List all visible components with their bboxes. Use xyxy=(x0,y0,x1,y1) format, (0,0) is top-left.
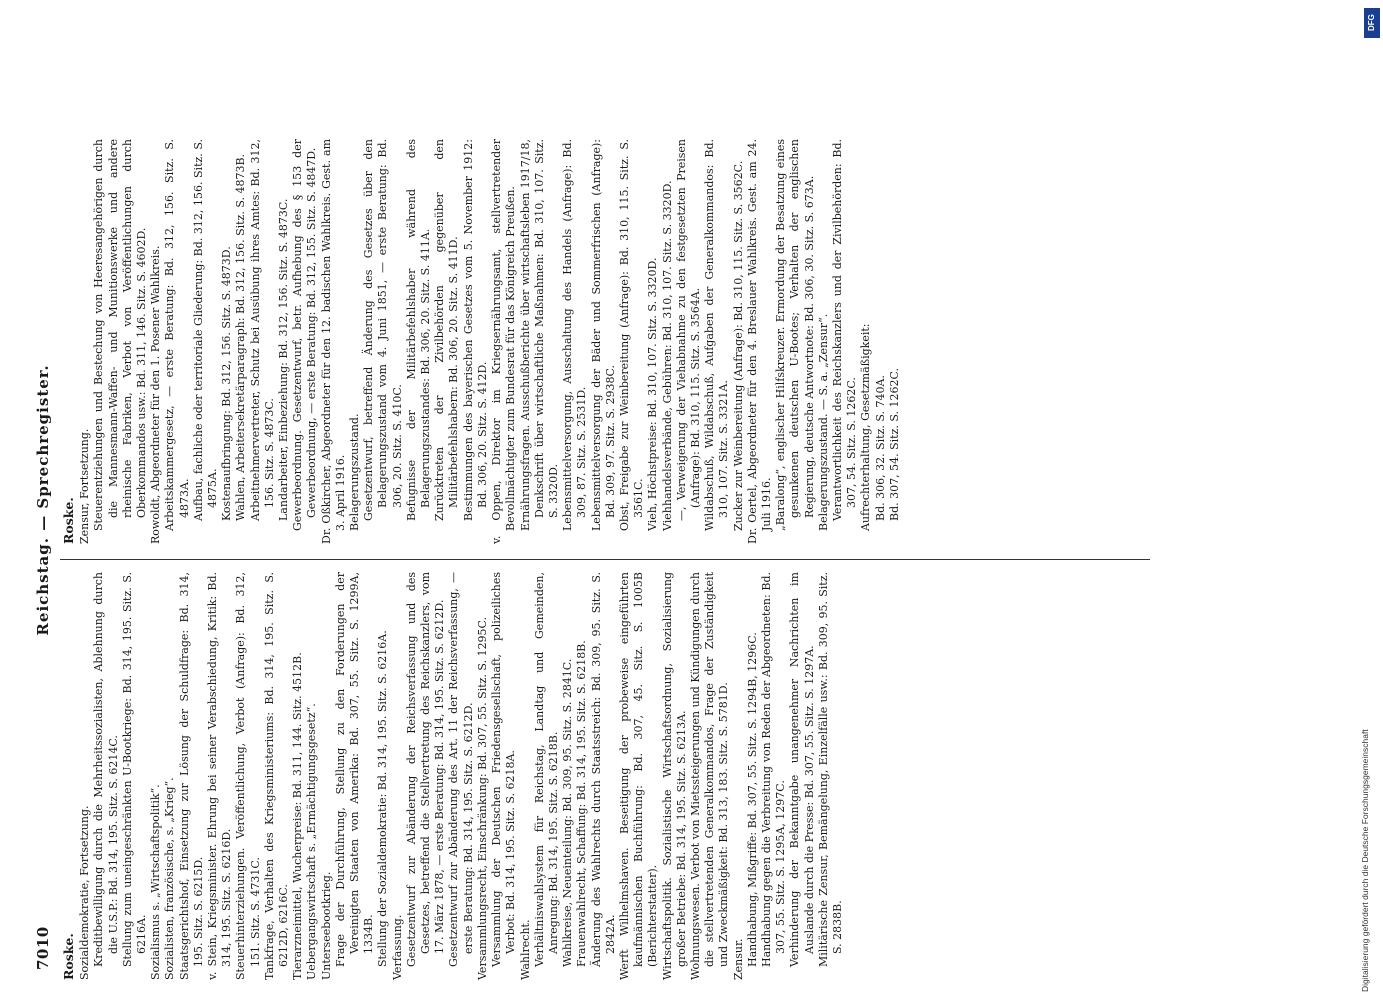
index-entry: Arbeitnehmervertreter, Schutz bei Ausübung ihres Amtes: Bd. 312, 156. Sitz. S. 4873C. xyxy=(248,139,276,521)
index-entry: Zurücktreten der Zivilbehörden gegenüber den Militärbefehlshabern: Bd. 306, 20. Sitz. S. 411D. xyxy=(433,139,461,521)
index-entry: Lebensmittelversorgung der Bäder und Sommerfrischen (Anfrage): Bd. 309, 97. Sitz. S. 2938C. xyxy=(589,139,617,531)
index-entry: Wahlkreise, Neueinteilung: Bd. 309, 95. Sitz. S. 2841C. xyxy=(561,658,575,967)
entry-list xyxy=(78,139,902,544)
index-entry: Wohnungswesen. Verbot von Mietssteigerungen und Kündigungen durch die stellvertretenden Generalkommandos, Frage der Zuständigkeit und Zweckmäßigkeit: Bd. 313, 183. Sitz. S. 5781D. xyxy=(688,571,731,980)
index-entry: v. Oppen, Direktor im Kriegsernährungsamt, stellvertretender Bevollmächtigter zum Bundesrat für das Königreich Preußen. xyxy=(490,139,518,544)
index-entry: Belagerungszustand. xyxy=(348,413,362,531)
index-entry: Verhältniswahlsystem für Reichstag, Landtag und Gemeinden, Anregung: Bd. 314, 195. Sitz. S. 6218B. xyxy=(532,572,560,967)
index-entry: Arbeitskammergesetz, — erste Beratung: Bd. 312, 156. Sitz. S. 4873A. xyxy=(163,139,191,531)
index-entry: Aufbau, fachliche oder territoriale Gliederung: Bd. 312, 156. Sitz. S. 4875A. xyxy=(191,139,220,521)
index-entry: Sozialismus s. „Wirtschaftspolitik“. xyxy=(149,784,163,980)
column-name: Roske. xyxy=(61,933,76,980)
index-entry: Frage der Durchführung, Stellung zu den Forderungen der Vereinigten Staaten von Amerika: Bd. 307, 55. Sitz. S. 1299A, 1334B. xyxy=(333,572,376,967)
index-entry: „Baralong“, englischer Hilfskreuzer. Ermordung der Besatzung eines gesunkenen deutschen U-Bootes; Verhalten der englischen Regierung, deutsche Antwortnote: Bd. 306, 30. Sitz. S. 673A. xyxy=(774,139,816,531)
index-entry: Tankfrage, Verhalten des Kriegsministeriums: Bd. 314, 195. Sitz. S. 6212D, 6216C. xyxy=(262,572,291,980)
index-entry: Kreditbewilligung durch die Mehrheitssozialisten, Ablehnung durch die U.S.P.: Bd. 314, 195. Sitz. S. 6214C. xyxy=(92,572,120,967)
page-header xyxy=(34,0,62,1000)
index-entry: Frauenwahlrecht, Schaffung: Bd. 314, 195. Sitz. S. 6218B. xyxy=(575,640,589,967)
index-entry: Wildabschuß, Wildabschuß, Aufgaben der Generalkommandos: Bd. 310, 107. Sitz. S. 3321A. xyxy=(703,139,731,531)
index-entry: Aufrechterhaltung, Gesetzmäßigkeit: xyxy=(859,323,873,531)
index-entry: Werft Wilhelmshaven. Beseitigung der probeweise eingeführten kaufmännischen Buchführung: Bd. 307, 45. Sitz. S. 1005B (Berichterstatter). xyxy=(617,572,660,980)
entry-list xyxy=(78,572,845,980)
index-entry: Verfassung. xyxy=(390,914,404,980)
index-entry: Bd. 307, 54. Sitz. S. 1262C. xyxy=(887,367,901,521)
index-entry: —, Verweigerung der Viehabnahme zu den festgesetzten Preisen (Anfrage): Bd. 310, 115. Sitz. S. 3564A. xyxy=(674,139,702,521)
index-entry: Dr. Oertel, Abgeordneter für den 4. Breslauer Wahlkreis. Gest. am 24. Juli 1916. xyxy=(745,139,773,544)
index-entry: Vieh, Höchstpreise: Bd. 310, 107. Sitz. S. 3320D. xyxy=(646,257,660,531)
digitization-credit: Digitalisierung gefördert durch die Deutsche Forschungsgemeinschaft xyxy=(1360,729,1370,992)
right-column xyxy=(62,139,902,544)
index-entry: Befugnisse der Militärbefehlshaber während des Belagerungszustandes: Bd. 306, 20. Sitz. S. 411A. xyxy=(404,139,433,521)
index-entry: Landarbeiter, Einbeziehung: Bd. 312, 156. Sitz. S. 4873C. xyxy=(277,198,291,521)
index-entry: Verhinderung der Bekanntgabe unangenehmer Nachrichten im Auslande durch die Presse: Bd. 307, 55. Sitz. S. 1297A. xyxy=(788,572,816,967)
index-entry: Steuerhinterziehungen. Veröffentlichung, Verbot (Anfrage): Bd. 312, 151. Sitz. S. 4731C. xyxy=(234,572,262,980)
index-entry: Zensur, Fortsetzung. xyxy=(78,428,92,544)
index-entry: Versammlungsrecht, Einschränkung: Bd. 307, 55. Sitz. S. 1295C. xyxy=(475,616,489,980)
index-entry: Ernährungsfragen. Ausschußberichte über wirtschaftsleben 1917/18, Denkschrift über wirtschaftliche Maßnahmen: Bd. 310, 107. Sitz. S. 3320D. xyxy=(518,139,560,531)
index-entry: Sozialisten, französische, s. „Krieg“. xyxy=(163,777,177,980)
column-divider xyxy=(60,559,1150,560)
index-entry: Gesetzentwurf zur Abänderung des Art. 11 der Reichsverfassung, — erste Beratung: Bd. 314, 195. Sitz. S. 6212D. xyxy=(447,572,475,967)
index-entry: Belagerungszustand. — S. a. „Zensur“. xyxy=(816,313,830,531)
index-entry: Handhabung gegen die Verbreitung von Reden der Abgeordneten: Bd. 307, 55. Sitz. S. 1295A, 1297C. xyxy=(759,572,788,967)
index-entry: v. Stein, Kriegsminister. Ehrung bei seiner Verabschiedung, Kritik: Bd. 314, 195. Sitz. S. 6216D. xyxy=(206,572,234,980)
index-entry: Verantwortlichkeit des Reichskanzlers und der Zivilbehörden: Bd. 307, 54. Sitz. S. 1262C. xyxy=(830,139,859,521)
index-entry: Sozialdemokratie, Fortsetzung. xyxy=(78,805,92,980)
index-entry: Tierarzneimittel, Wucherpreise: Bd. 311, 144. Sitz. 4512B. xyxy=(291,652,305,980)
index-entry: Rowoldt, Abgeordneter für den 1. Posener Wahlkreis. xyxy=(149,245,163,544)
index-entry: Lebensmittelversorgung, Ausschaltung des Handels (Anfrage): Bd. 309, 87. Sitz. S. 2531D. xyxy=(561,139,589,531)
page-number: 7010 xyxy=(34,926,52,970)
index-entry: Versammlung der Deutschen Friedensgesellschaft, polizeiliches Verbot: Bd. 314, 195. Sitz. S. 6218A. xyxy=(490,572,518,967)
index-entry: Zucker zur Weinbereitung (Anfrage): Bd. 310, 115. Sitz. S. 3562C. xyxy=(731,160,745,531)
column-name: Roske. xyxy=(61,497,76,544)
index-entry: Wahlrecht. xyxy=(518,919,532,980)
index-entry: Steuerentziehungen und Bestechung von Heeresangehörigen durch die Mannesmann-Waffen- und Munitionswerke und andere rheinische Fabriken, Verbot von Veröffentlichungen durch Oberkommandos usw.: Bd. 311, 146. Sitz. S. 4602D. xyxy=(92,139,149,531)
index-entry: Gewerbeordnung. Gesetzentwurf, betr. Aufhebung des § 153 der Gewerbeordnung, — erste Beratung: Bd. 312, 155. Sitz. S. 4847D. xyxy=(291,139,319,531)
index-entry: Viehhandelsverbände, Gebühren: Bd. 310, 107. Sitz. S. 3320D. xyxy=(660,180,674,531)
index-entry: Handhabung, Mißgriffe: Bd. 307, 55. Sitz. S. 1294B, 1296C. xyxy=(745,632,759,967)
index-entry: Gesetzentwurf zur Abänderung der Reichsverfassung und des Gesetzes, betreffend die Stellvertretung des Reichskanzlers, vom 17. März 1878, — erste Beratung: Bd. 314, 195. Sitz. S. 6212D. xyxy=(404,572,447,967)
dfg-logo: DFG xyxy=(1364,8,1380,38)
left-column xyxy=(62,572,845,980)
index-entry: Stellung der Sozialdemokratie: Bd. 314, 195. Sitz. S. 6216A. xyxy=(376,630,390,967)
page-title: Reichstag. — Sprechregister. xyxy=(34,364,52,636)
index-entry: Dr. Oßkircher, Abgeordneter für den 12. badischen Wahlkreis. Gest. am 3. April 1916. xyxy=(319,139,347,544)
index-entry: Zensur. xyxy=(731,938,745,980)
index-entry: Wirtschaftspolitik. Sozialistische Wirtschaftsordnung, Sozialisierung großer Betriebe: Bd. 314, 195. Sitz. S. 6213A. xyxy=(660,572,688,980)
index-entry: Uebergangswirtschaft s. „Ermächtigungsgesetz“. xyxy=(305,703,319,980)
index-entry: Stellung zum uneingeschränkten U-Bootkriege: Bd. 314, 195. Sitz. S. 6216A. xyxy=(120,572,149,967)
index-entry: Unterseebootkrieg. xyxy=(319,871,333,980)
index-entry: Bd. 306, 32. Sitz. S. 740A. xyxy=(873,375,887,521)
index-entry: Gesetzentwurf, betreffend Änderung des Gesetzes über den Belagerungszustand vom 4. Juni 1851, — erste Beratung: Bd. 306, 20. Sitz. S. 410C. xyxy=(362,139,404,521)
index-entry: Änderung des Wahlrechts durch Staatsstreich: Bd. 309, 95. Sitz. S. 2842A. xyxy=(589,572,617,967)
index-entry: Staatsgerichtshof, Einsetzung zur Lösung der Schuldfrage: Bd. 314, 195. Sitz. S. 6215D. xyxy=(177,572,205,980)
index-entry: Wahlen, Arbeitersekretärparagraph: Bd. 312, 156. Sitz. S. 4873B. xyxy=(234,153,248,521)
index-entry: Militärische Zensur, Bemängelung, Einzelfälle usw.: Bd. 309, 95. Sitz. S. 2838B. xyxy=(816,572,844,967)
index-entry: Obst, Freigabe zur Weinbereitung (Anfrage): Bd. 310, 115. Sitz. S. 3561C. xyxy=(617,139,646,531)
index-entry: Bestimmungen des bayerischen Gesetzes vom 5. November 1912: Bd. 306, 20. Sitz. S. 412D. xyxy=(461,139,489,521)
index-entry: Kostenaufbringung: Bd. 312, 156. Sitz. S. 4873D. xyxy=(220,246,234,521)
